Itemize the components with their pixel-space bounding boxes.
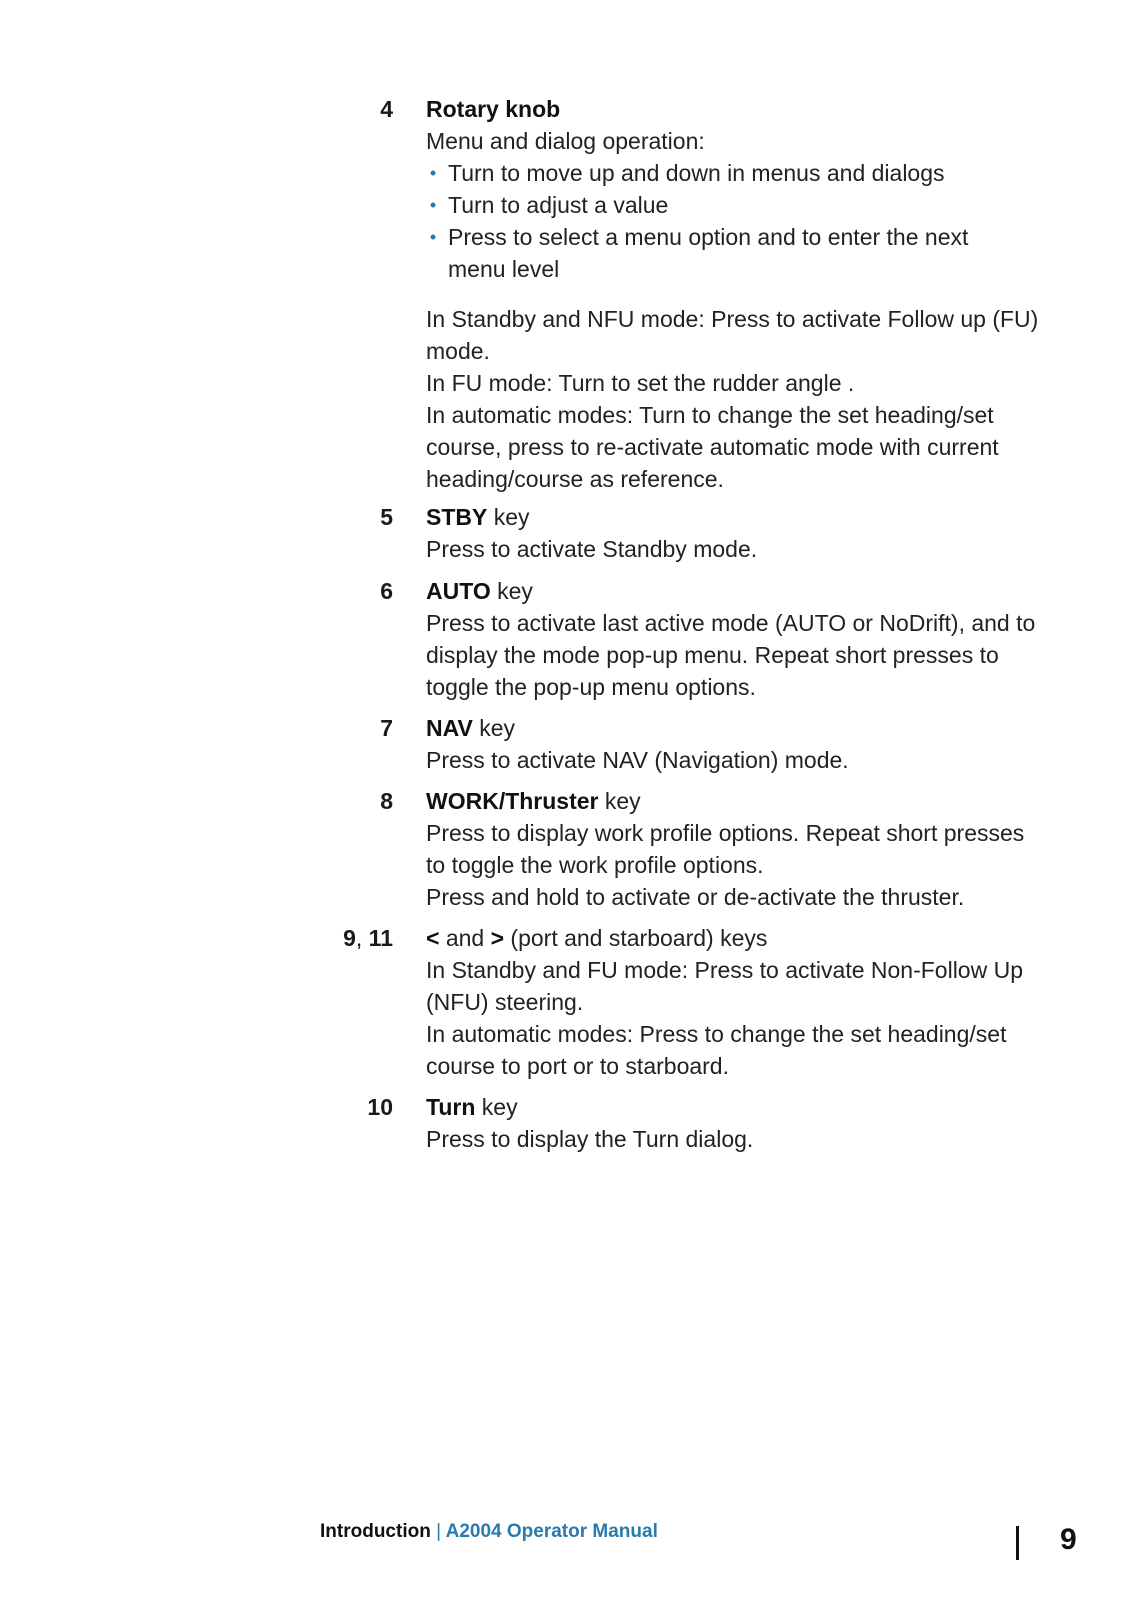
bullet-list (426, 157, 1066, 285)
paragraph: In Standby and NFU mode: Press to activate Follow up (FU) mode. (426, 306, 1039, 364)
paragraph: Press to activate last active mode (AUTO or NoDrift), and to display the mode pop-up menu. Repeat short presses to toggle the pop-up menu options. (426, 610, 1036, 700)
footer-manual-title: A2004 Operator Manual (445, 1521, 658, 1542)
entry-title-bold: Rotary knob (426, 96, 561, 122)
paragraph: Press and hold to activate or de-activate the thruster. (426, 884, 965, 910)
entry-title: WORK/Thruster key (426, 788, 641, 814)
list-item: • Press to select a menu option and to enter the next menu level (426, 221, 1008, 285)
bullet-dot-icon: • (429, 163, 437, 183)
entry-title: Turn key (426, 1094, 518, 1120)
paragraph: Press to activate NAV (Navigation) mode. (426, 747, 849, 773)
entry-intro: Menu and dialog operation: (426, 128, 705, 154)
entry-number: 4 (380, 96, 393, 122)
list-item: • Turn to adjust a value (426, 189, 1028, 221)
footer-section-title: Introduction (320, 1521, 431, 1542)
entry-title-bold: Turn (426, 1094, 476, 1120)
entry-title: NAV key (426, 715, 516, 741)
entry-number: 6 (380, 578, 393, 604)
entry-title: STBY key (426, 504, 530, 530)
page-footer (320, 1520, 658, 1544)
bullet-dot-icon: • (429, 227, 437, 247)
paragraph: Press to display the Turn dialog. (426, 1126, 754, 1152)
page-number: 9 (1060, 1523, 1077, 1556)
entry-number: 7 (380, 715, 393, 741)
entry-title-bold: AUTO (426, 578, 491, 604)
entry-number: 5 (380, 504, 393, 530)
port-key-symbol: < (426, 925, 440, 951)
entry-title (426, 93, 1066, 125)
entry-number: 9, 11 (343, 925, 393, 951)
entry-number: 10 (367, 1094, 393, 1120)
paragraph: In automatic modes: Press to change the set heading/set course to port or to starboard. (426, 1021, 1007, 1079)
entry-number: 8 (380, 788, 393, 814)
footer-separator: | (436, 1521, 442, 1542)
page-number-divider (1016, 1526, 1019, 1560)
entry-title-bold: WORK/Thruster (426, 788, 599, 814)
paragraph: Press to activate Standby mode. (426, 536, 758, 562)
bullet-dot-icon: • (429, 195, 437, 215)
paragraph: In FU mode: Turn to set the rudder angle . (426, 370, 855, 396)
paragraph: In automatic modes: Turn to change the set heading/set course, press to re-activate automatic mode with current heading/course as reference. (426, 402, 999, 492)
paragraph: Press to display work profile options. Repeat short presses to toggle the work profile options. (426, 820, 1025, 878)
list-item: • Turn to move up and down in menus and dialogs (426, 157, 1028, 189)
paragraph: In Standby and FU mode: Press to activate Non-Follow Up (NFU) steering. (426, 957, 1024, 1015)
entry-title: AUTO key (426, 578, 533, 604)
entry-title: < and > (port and starboard) keys (426, 925, 768, 951)
entry-title-bold: STBY (426, 504, 488, 530)
entry-title-bold: NAV (426, 715, 473, 741)
starboard-key-symbol: > (490, 925, 505, 951)
